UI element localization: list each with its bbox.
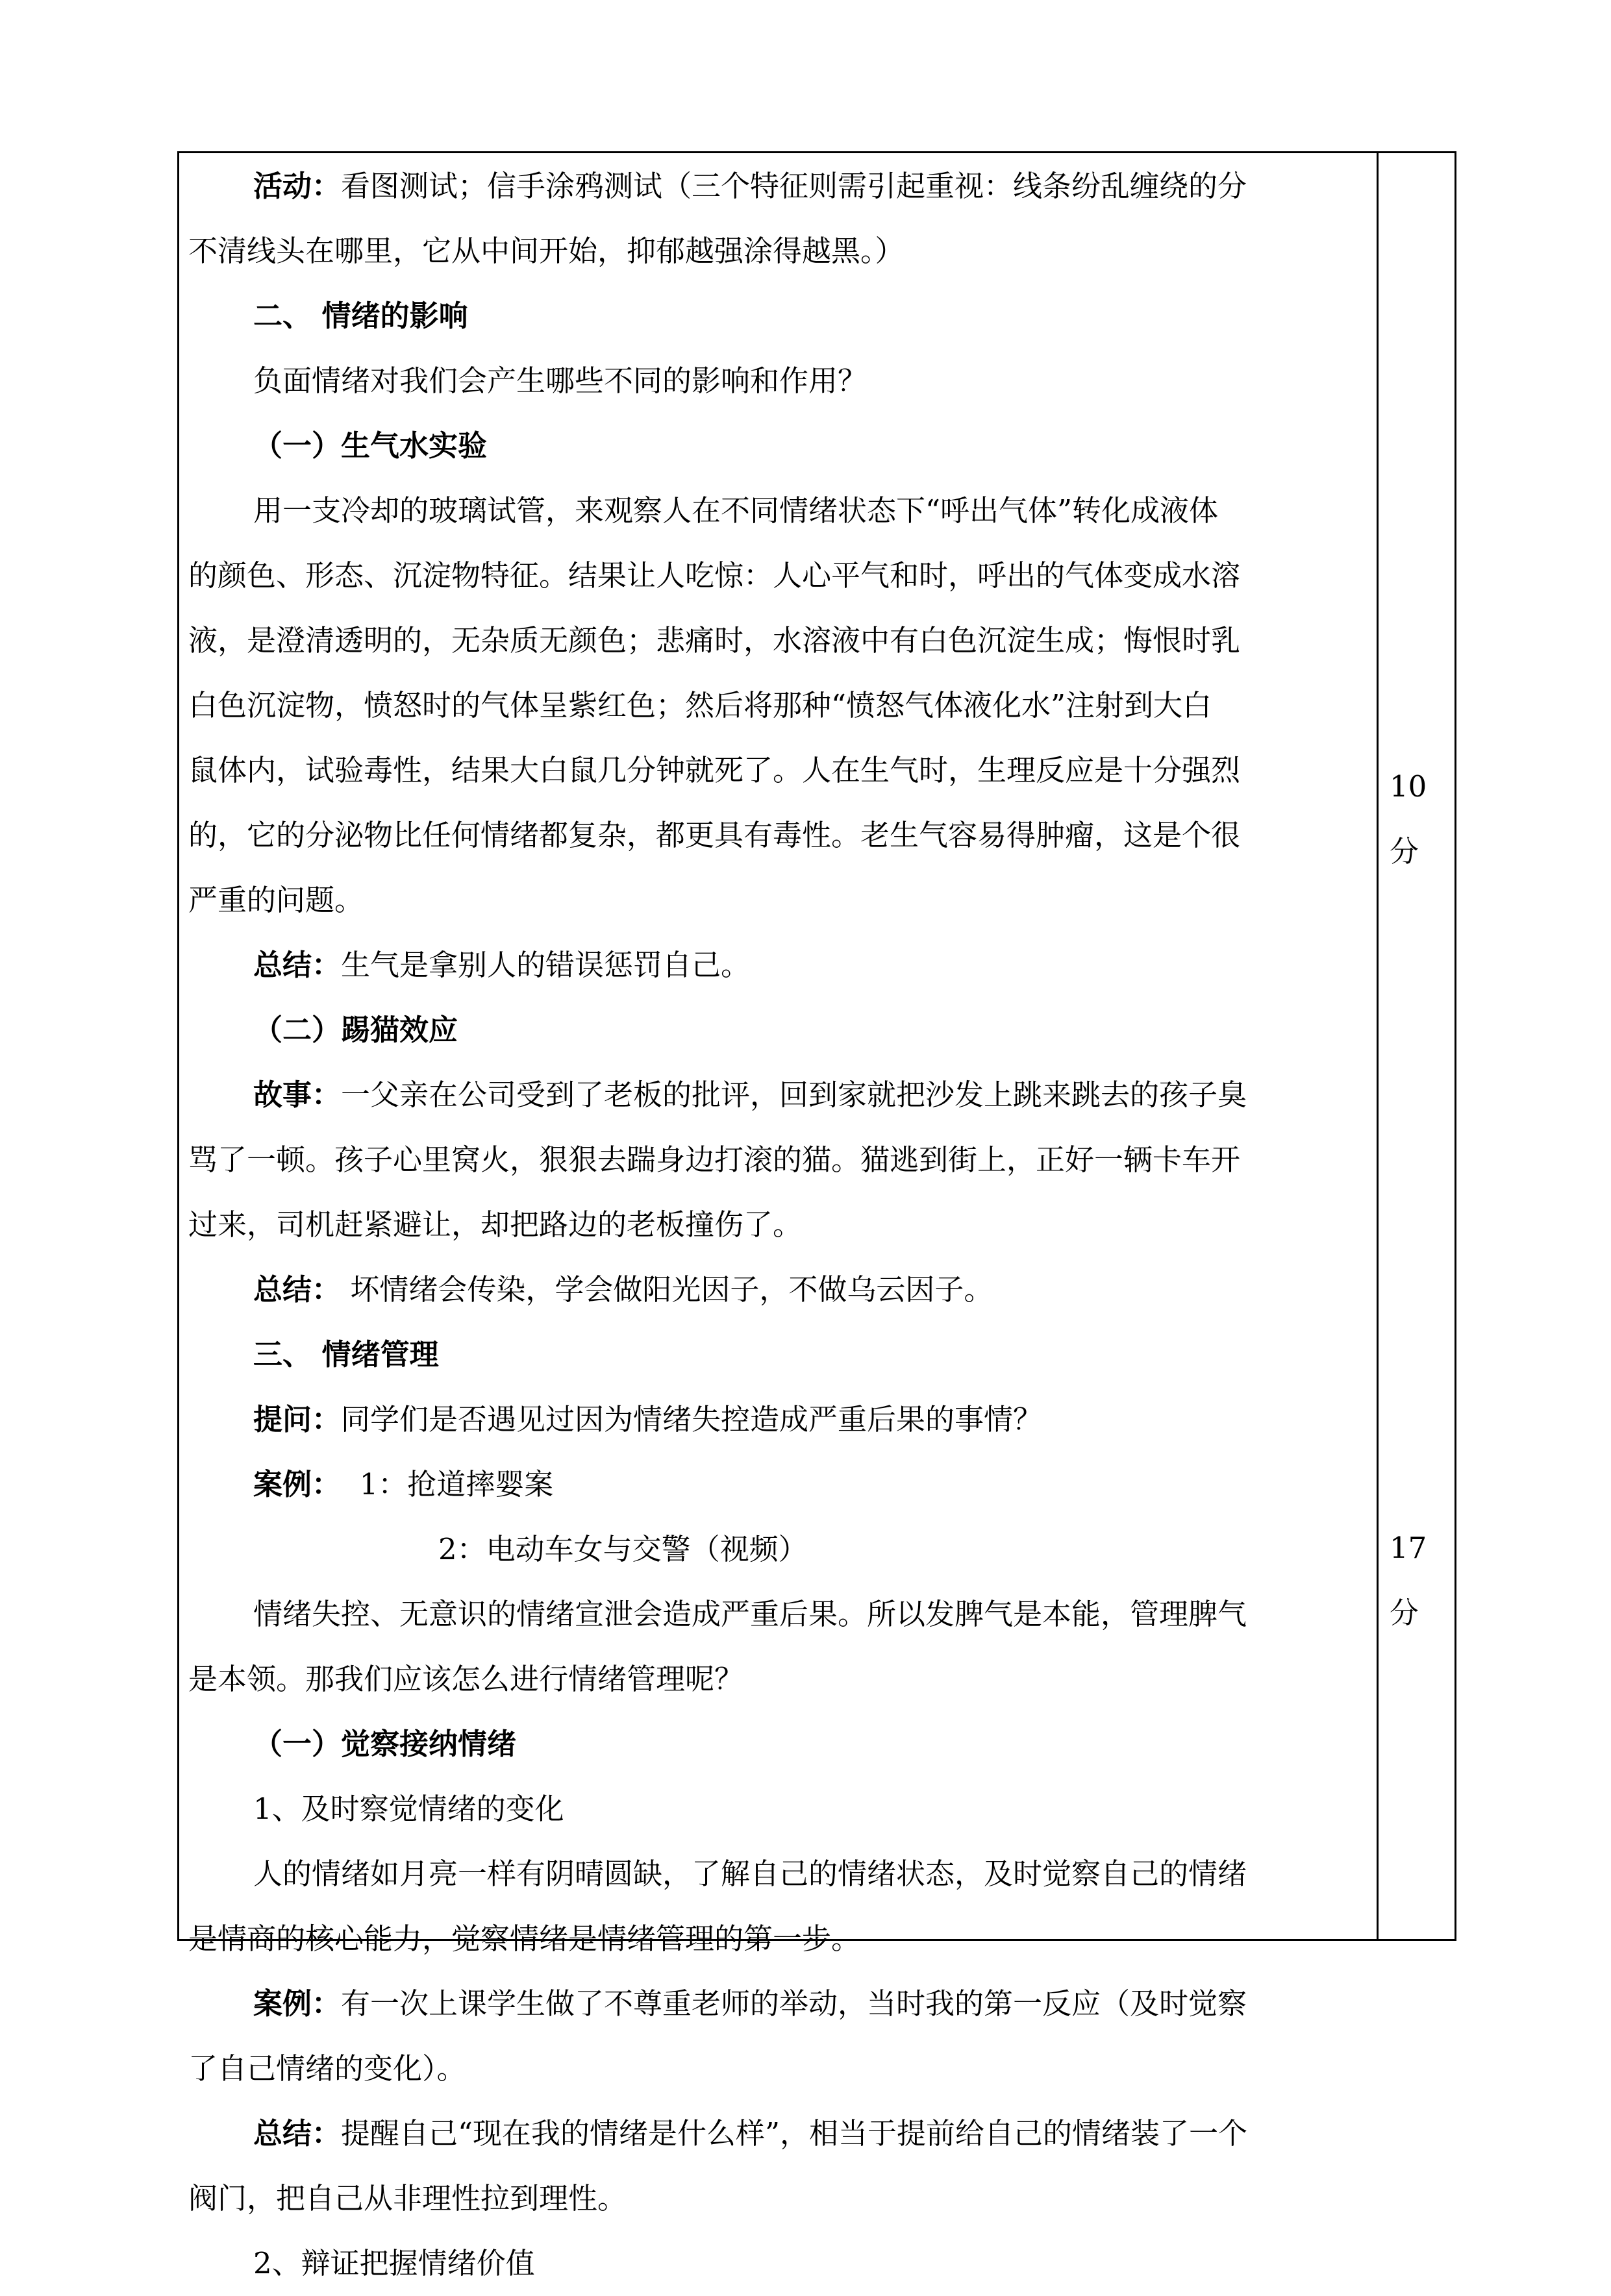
summary3-line-1 <box>188 2101 1370 2166</box>
exp-line-4: 白色沉淀物，愤怒时的气体呈紫红色；然后将那种“愤怒气体液化水”注射到大白 <box>188 688 1212 722</box>
lesson-content <box>188 154 1370 2296</box>
activity-line <box>188 154 1370 219</box>
column-divider <box>1377 151 1379 1941</box>
section2-question: 负面情绪对我们会产生哪些不同的影响和作用？ <box>253 364 868 398</box>
case2-text-1: 有一次上课学生做了不尊重老师的举动，当时我的第一反应（及时觉察 <box>341 1986 1247 2021</box>
question-label: 提问： <box>253 1402 342 1437</box>
summary3-text-1: 提醒自己“现在我的情绪是什么样”，相当于提前给自己的情绪装了一个 <box>341 2116 1248 2151</box>
exp-line-2: 的颜色、形态、沉淀物特征。结果让人吃惊：人心平气和时，呼出的气体变成水溶 <box>188 558 1241 593</box>
section2-title: 二、 情绪的影响 <box>253 299 468 333</box>
case2-line-1 <box>188 1971 1370 2036</box>
summary3-label: 总结： <box>253 2116 342 2151</box>
aware-line-1: 人的情绪如月亮一样有阴晴圆缺，了解自己的情绪状态，及时觉察自己的情绪 <box>253 1857 1247 1891</box>
time-2-number: 17 <box>1390 1531 1427 1565</box>
story-label: 故事： <box>253 1078 342 1112</box>
story-line-2: 骂了一顿。孩子心里窝火，狠狠去踹身边打滚的猫。猫逃到街上，正好一辆卡车开 <box>188 1142 1241 1177</box>
item2-line: 2、辩证把握情绪价值 <box>253 2246 535 2280</box>
time-1-number: 10 <box>1390 769 1427 804</box>
question-line <box>188 1387 1370 1452</box>
time-cell-1 <box>1390 754 1427 884</box>
time-2-unit: 分 <box>1390 1596 1419 1630</box>
story-line-3: 过来，司机赶紧避让，却把路边的老板撞伤了。 <box>188 1207 803 1242</box>
summary1-line <box>188 933 1370 998</box>
case-label: 案例： <box>253 1467 342 1501</box>
mgmt-line-2: 是本领。那我们应该怎么进行情绪管理呢？ <box>188 1662 744 1696</box>
exp-line-6: 的，它的分泌物比任何情绪都复杂，都更具有毒性。老生气容易得肿瘤，这是个很 <box>188 818 1241 852</box>
case2-line-2: 了自己情绪的变化）。 <box>188 2051 466 2086</box>
sub3-title: （一）觉察接纳情绪 <box>253 1727 517 1761</box>
exp-line-7: 严重的问题。 <box>188 883 364 917</box>
sub1-title: （一）生气水实验 <box>253 428 488 463</box>
question-text: 同学们是否遇见过因为情绪失控造成严重后果的事情？ <box>341 1402 1043 1437</box>
activity-text-1: 看图测试；信手涂鸦测试（三个特征则需引起重视：线条纷乱缠绕的分 <box>341 169 1247 203</box>
exp-line-1: 用一支冷却的玻璃试管，来观察人在不同情绪状态下“呼出气体”转化成液体 <box>253 493 1219 528</box>
aware-line-2: 是情商的核心能力，觉察情绪是情绪管理的第一步。 <box>188 1921 861 1956</box>
case-line-1 <box>188 1452 1370 1517</box>
case-text-1: 1：抢道摔婴案 <box>341 1467 554 1501</box>
activity-line-2: 不清线头在哪里，它从中间开始，抑郁越强涂得越黑。） <box>188 234 905 268</box>
activity-label: 活动： <box>253 169 342 203</box>
time-1-unit: 分 <box>1390 834 1419 869</box>
section3-title: 三、 情绪管理 <box>253 1337 439 1372</box>
summary1-label: 总结： <box>253 948 342 982</box>
exp-line-3: 液，是澄清透明的，无杂质无颜色；悲痛时，水溶液中有白色沉淀生成；悔恨时乳 <box>188 623 1241 658</box>
summary2-line <box>188 1257 1370 1322</box>
mgmt-line-1: 情绪失控、无意识的情绪宣泄会造成严重后果。所以发脾气是本能，管理脾气 <box>253 1597 1247 1631</box>
item1-line: 1、及时察觉情绪的变化 <box>253 1792 564 1826</box>
exp-line-5: 鼠体内，试验毒性，结果大白鼠几分钟就死了。人在生气时，生理反应是十分强烈 <box>188 753 1241 787</box>
time-cell-2 <box>1390 1516 1427 1646</box>
story-text-1: 一父亲在公司受到了老板的批评，回到家就把沙发上跳来跳去的孩子臭 <box>341 1078 1247 1112</box>
summary1-text: 生气是拿别人的错误惩罚自己。 <box>341 948 751 982</box>
case-line-2: 2：电动车女与交警（视频） <box>438 1532 808 1566</box>
summary3-line-2: 阀门，把自己从非理性拉到理性。 <box>188 2181 627 2216</box>
summary2-text: 坏情绪会传染，学会做阳光因子，不做乌云因子。 <box>341 1272 993 1307</box>
summary2-label: 总结： <box>253 1272 342 1307</box>
story-line-1 <box>188 1063 1370 1128</box>
case2-label: 案例： <box>253 1986 342 2021</box>
sub2-title: （二）踢猫效应 <box>253 1013 458 1047</box>
